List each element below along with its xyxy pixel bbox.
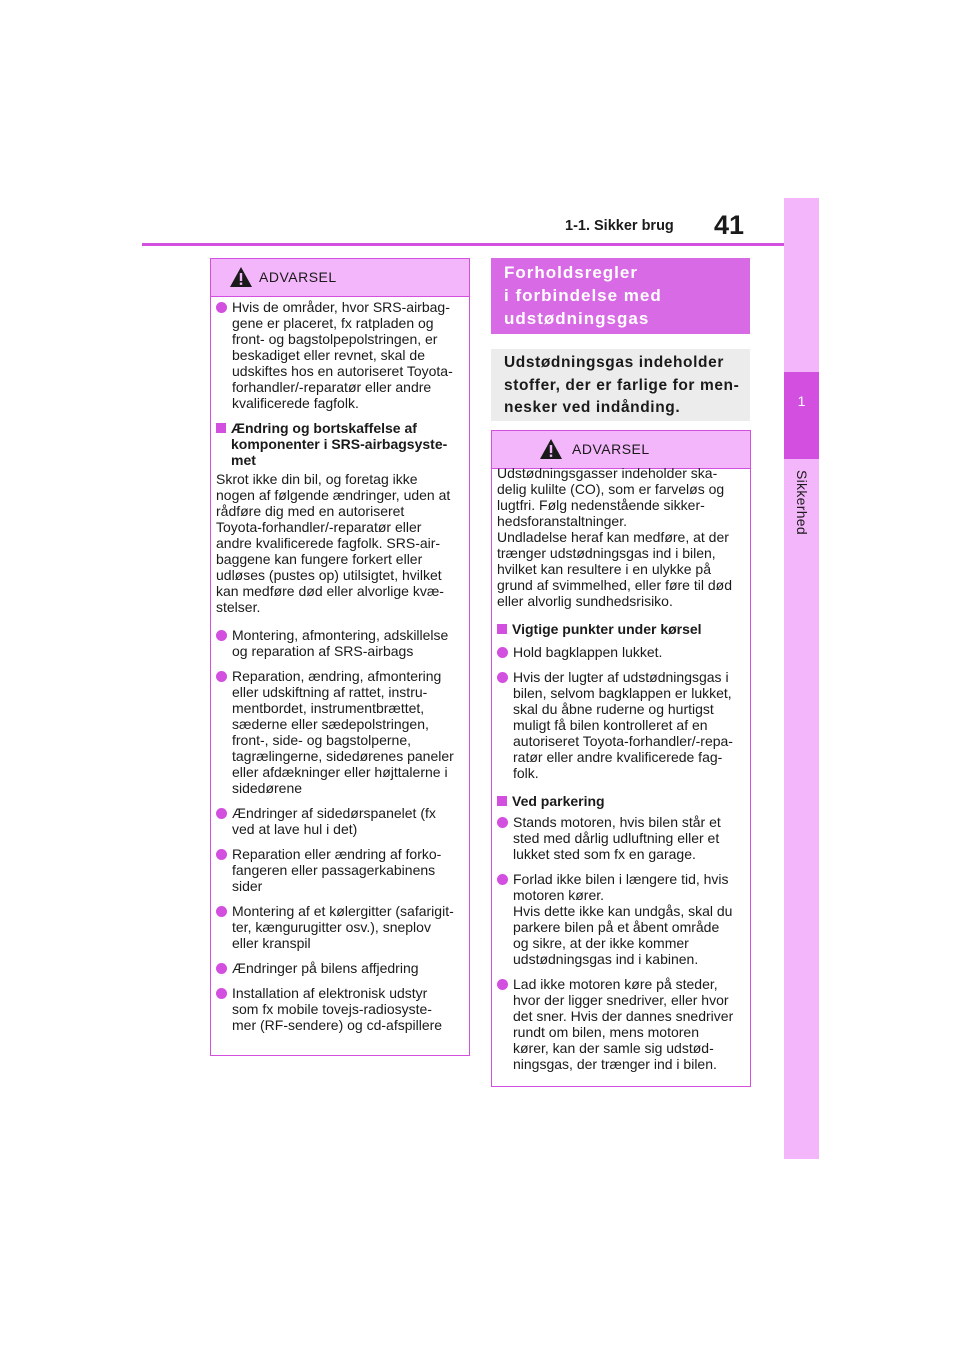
bullet-icon [216, 671, 227, 682]
list-item-text: Reparation eller ændring af forko- fangeren eller passagerkabinens sider [232, 846, 442, 894]
list-item [497, 644, 744, 660]
warning-box-right [491, 430, 751, 1087]
square-bullet-icon [497, 624, 507, 634]
bullet-icon [216, 849, 227, 860]
subheading [497, 793, 744, 809]
list-item-text: Ændringer på bilens affjedring [232, 960, 419, 976]
warning-triangle-icon [229, 266, 253, 288]
bullet-icon [497, 979, 508, 990]
bullet-icon [497, 874, 508, 885]
warning-content [211, 299, 469, 1042]
list-item-text: Reparation, ændring, afmontering eller udskiftning af rattet, instru- mentbordet, instrumentbrættet, sæderne eller sædepolstringen, front-, side- og bagstolperne, tagrælingerne, sidedørenes paneler eller afdækninger eller højttalerne i sidedørene [232, 668, 454, 796]
info-box [491, 349, 750, 421]
bullet-icon [216, 963, 227, 974]
list-item-text: Montering af et kølergitter (safarigit- ter, kængurugitter osv.), sneplov eller kranspil [232, 903, 454, 951]
paragraph: Udstødningsgasser indeholder ska- delig kulilte (CO), som er farveløs og lugtfri. Følg nedenstående sikker- hedsforanstaltninger. Undladelse heraf kan medføre, at der trænger udstødningsgas ind i bilen, hvilket kan resultere i en ulykke på grund af svimmelhed, eller føre til død eller alvorlig sundhedsrisiko. [497, 465, 732, 609]
bullet-icon [497, 647, 508, 658]
warning-triangle-icon [539, 438, 563, 460]
list-item-text: Hvis der lugter af udstødningsgas i bilen, selvom bagklappen er lukket, skal du åbne ruderne og hurtigst muligt få bilen kontrolleret af en autoriseret Toyota-forhandler/-repa- ratør eller andre kvalificerede fag- folk. [513, 669, 733, 781]
list-item [216, 299, 461, 411]
section-title-box [491, 258, 750, 334]
list-item [216, 846, 461, 894]
header-rule [142, 243, 784, 246]
square-bullet-icon [497, 796, 507, 806]
list-item [497, 814, 744, 862]
list-item-text: Ændringer af sidedørspanelet (fx ved at lave hul i det) [232, 805, 436, 837]
list-item [216, 985, 461, 1033]
warning-title: ADVARSEL [259, 269, 337, 285]
subheading-text: Ændring og bortskaffelse af komponenter i SRS-airbagsyste- met [231, 420, 448, 468]
section-title: Forholdsregler i forbindelse med udstødningsgas [504, 263, 662, 328]
chapter-number: 1 [797, 393, 806, 409]
warning-box-left [210, 258, 470, 1056]
chapter-label: Sikkerhed [794, 470, 810, 535]
list-item-text: Forlad ikke bilen i længere tid, hvis motoren kører. Hvis dette ikke kan undgås, skal du parkere bilen på et åbent område og sikre, at der ikke kommer udstødningsgas ind i kabinen. [513, 871, 733, 967]
chapter-number-box [784, 372, 819, 459]
bullet-icon [216, 630, 227, 641]
subheading-text: Ved parkering [512, 793, 605, 809]
info-text: Udstødningsgas indeholder stoffer, der er farlige for men- nesker ved indånding. [504, 354, 740, 416]
bullet-icon [497, 672, 508, 683]
list-item [497, 976, 744, 1072]
list-item-text: Installation af elektronisk udstyr som fx mobile tovejs-radiosyste- mer (RF-sendere) og cd-afspillere [232, 985, 443, 1033]
bullet-icon [216, 808, 227, 819]
paragraph: Skrot ikke din bil, og foretag ikke nogen af følgende ændringer, uden at rådføre dig med en autoriseret Toyota-forhandler/-reparatør eller andre kvalificerede fagfolk. SRS-air- baggene kan fungere forkert eller udløses (pustes op) utilsigtet, hvilket kan medføre død eller alvorlige kvæ- stelser. [216, 471, 451, 615]
list-item-text: Montering, afmontering, adskillelse og reparation af SRS-airbags [232, 627, 449, 659]
subheading [216, 420, 461, 468]
warning-title: ADVARSEL [572, 441, 650, 457]
list-item [216, 627, 461, 659]
bullet-icon [216, 302, 227, 313]
bullet-icon [497, 817, 508, 828]
chapter-label-wrap [770, 470, 830, 535]
bullet-icon [216, 988, 227, 999]
list-item-text: Hold bagklappen lukket. [513, 644, 663, 660]
list-item [497, 871, 744, 967]
subheading [497, 621, 744, 637]
list-item [216, 668, 461, 796]
list-item [216, 805, 461, 837]
square-bullet-icon [216, 423, 226, 433]
list-item [216, 903, 461, 951]
bullet-icon [216, 906, 227, 917]
list-item [216, 960, 461, 976]
list-item [497, 669, 744, 781]
page-number: 41 [714, 210, 745, 240]
subheading-text: Vigtige punkter under kørsel [512, 621, 702, 637]
section-heading: 1-1. Sikker brug [565, 218, 674, 234]
warning-header [492, 431, 750, 469]
chapter-tab [784, 198, 819, 1159]
warning-content [492, 465, 750, 1081]
list-item-text: Lad ikke motoren køre på steder, hvor der ligger snedriver, eller hvor det sner. Hvis der dannes snedriver rundt om bilen, mens motoren kører, kan der samle sig udstød- ningsgas, der trænger ind i bilen. [513, 976, 734, 1072]
warning-header [211, 259, 469, 297]
list-item-text: Stands motoren, hvis bilen står et sted med dårlig udluftning eller et lukket sted som fx en garage. [513, 814, 721, 862]
list-item-text: Hvis de områder, hvor SRS-airbag- gene er placeret, fx ratpladen og front- og bagstolpepolstringen, er beskadiget eller revnet, skal de udskiftes hos en autoriseret Toyota- forhandler/-reparatør eller andre kvalificerede fagfolk. [232, 299, 453, 411]
